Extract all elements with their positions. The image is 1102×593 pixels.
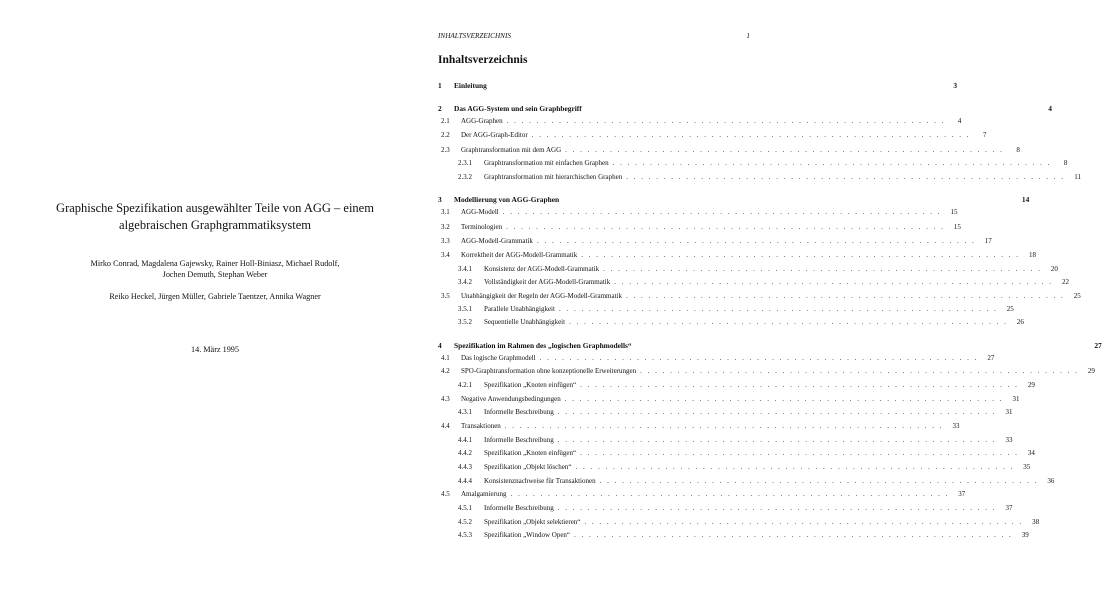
- running-head: [438, 32, 750, 40]
- toc-entry[interactable]: [438, 278, 1069, 287]
- toc-entry-number: 3.3: [441, 237, 450, 245]
- toc-entry-title: Parallele Unabhängigkeit: [484, 305, 555, 313]
- toc-entry-number: 4.4.1: [458, 436, 472, 444]
- toc-entry-page: 25: [1073, 292, 1081, 300]
- toc-entry-page: 22: [1062, 278, 1069, 286]
- toc-entry-title: Das logische Graphmodell: [461, 354, 536, 362]
- toc-entry-page: 7: [982, 131, 987, 139]
- toc-entry[interactable]: [438, 318, 1024, 327]
- toc-dot-leader: . . . . . . . . . . . . . . . . . . . . . . . . . . . . . . . . . . . . . . . . . . . . . . . . . . . . . . . . . . .: [625, 292, 1065, 300]
- toc-dot-leader: . . . . . . . . . . . . . . . . . . . . . . . . . . . . . . . . . . . . . . . . . . . . . . . . . . . . . . . . . . .: [581, 251, 1020, 259]
- toc-dot-leader: . . . . . . . . . . . . . . . . . . . . . . . . . . . . . . . . . . . . . . . . . . . . . . . . . . . . . . . . . . .: [531, 131, 971, 139]
- toc-entry-page: 37: [958, 490, 966, 498]
- toc-dot-leader: . . . . . . . . . . . . . . . . . . . . . . . . . . . . . . . . . . . . . . . . . . . . . . . . . . . . . . . . . . .: [574, 531, 1013, 539]
- toc-entry-number: 4.4.2: [458, 449, 472, 457]
- toc-entry[interactable]: [438, 449, 1035, 458]
- toc-entry-page: 8: [1016, 146, 1020, 154]
- toc-dot-leader: . . . . . . . . . . . . . . . . . . . . . . . . . . . . . . . . . . . . . . . . . . . . . . . . . . . . . . . . . . .: [510, 490, 950, 498]
- toc-entry[interactable]: [438, 131, 987, 140]
- toc-entry-title: Informelle Beschreibung: [484, 408, 554, 416]
- toc-entry-number: 4.5.1: [458, 504, 472, 512]
- toc-entry-number: 3: [438, 195, 442, 204]
- toc-entry-number: 3.1: [441, 208, 450, 216]
- toc-entry-page: 29: [1027, 381, 1035, 389]
- toc-entry-title: Spezifikation „Knoten einfügen“: [484, 449, 577, 457]
- toc-entry-number: 3.4: [441, 251, 450, 259]
- toc-entry-page: 4: [957, 117, 962, 125]
- authors-line-3: Reiko Heckel, Jürgen Müller, Gabriele Taentzer, Annika Wagner: [109, 292, 321, 301]
- toc-entry-title: AGG-Modell-Grammatik: [461, 237, 533, 245]
- toc-entry[interactable]: [438, 292, 1081, 301]
- toc-dot-leader: . . . . . . . . . . . . . . . . . . . . . . . . . . . . . . . . . . . . . . . . . . . . . . . . . . . . . . . . . . .: [569, 318, 1008, 326]
- authors-line-2: Jochen Demuth, Stephan Weber: [162, 270, 268, 279]
- toc-entry-number: 4.3: [441, 395, 450, 403]
- toc-entry-page: 18: [1029, 251, 1036, 259]
- toc-entry-title: Der AGG-Graph-Editor: [461, 131, 528, 139]
- toc-entry-number: 3.2: [441, 223, 450, 231]
- toc-entry-page: 15: [953, 223, 961, 231]
- toc-entry-title: Spezifikation „Window Open“: [484, 531, 571, 539]
- toc-entry-title: Graphtransformation mit dem AGG: [461, 146, 562, 154]
- toc-entry-page: 38: [1032, 518, 1040, 526]
- toc-entry-title: Terminologien: [461, 223, 503, 231]
- toc-entry-page: 3: [953, 81, 958, 90]
- toc-entry[interactable]: [438, 408, 1013, 417]
- toc-entry-number: 3.5.1: [458, 305, 472, 313]
- toc-entry[interactable]: [438, 104, 1052, 113]
- toc-entry[interactable]: [438, 422, 960, 431]
- toc-entry-title: Vollständigkeit der AGG-Modell-Grammatik: [484, 278, 611, 286]
- toc-dot-leader: . . . . . . . . . . . . . . . . . . . . . . . . . . . . . . . . . . . . . . . . . . . . . . . . . . . . . . . . . . .: [565, 146, 1004, 154]
- document-title: [50, 200, 380, 234]
- toc-dot-leader: . . . . . . . . . . . . . . . . . . . . . . . . . . . . . . . . . . . . . . . . . . . . . . . . . . . . . . . . . . .: [506, 223, 945, 231]
- toc-entry-number: 4.2: [441, 367, 450, 375]
- document-date: 14. März 1995: [191, 345, 239, 354]
- toc-entry-number: 2.2: [441, 131, 450, 139]
- toc-entry-number: 4.3.1: [458, 408, 472, 416]
- toc-entry-page: 26: [1016, 318, 1024, 326]
- toc-entry-title: SPO-Graphtransformation ohne konzeptionelle Erweiterungen: [461, 367, 637, 375]
- toc-entry[interactable]: [438, 367, 1095, 376]
- toc-entry[interactable]: [438, 223, 961, 232]
- toc-entry-number: 4.1: [441, 354, 450, 362]
- toc-entry-title: Spezifikation „Objekt selektieren“: [484, 518, 581, 526]
- toc-entry-page: 17: [984, 237, 992, 245]
- toc-entry-title: AGG-Graphen: [461, 117, 503, 125]
- toc-entry-title: Korrektheit der AGG-Modell-Grammatik: [461, 251, 578, 259]
- toc-entry[interactable]: [438, 341, 1102, 350]
- toc-entry-number: 3.5.2: [458, 318, 472, 326]
- toc-entry-number: 1: [438, 81, 442, 90]
- toc-entry[interactable]: [438, 173, 1081, 182]
- toc-entry-title: Spezifikation „Knoten einfügen“: [484, 381, 577, 389]
- toc-entry-page: 14: [1021, 195, 1030, 204]
- toc-entry[interactable]: [438, 463, 1031, 472]
- toc-entry-number: 2.1: [441, 117, 450, 125]
- toc-entry-number: 2.3: [441, 146, 450, 154]
- toc-dot-leader: . . . . . . . . . . . . . . . . . . . . . . . . . . . . . . . . . . . . . . . . . . . . . . . . . . . . . . . . . . .: [564, 395, 1004, 403]
- toc-entry[interactable]: [438, 305, 1014, 314]
- authors-line-1: Mirko Conrad, Magdalena Gajewsky, Rainer Holl-Biniasz, Michael Rudolf,: [90, 259, 340, 268]
- toc-entry-number: 3.4.2: [458, 278, 472, 286]
- toc-entry-title: Konsistenznachweise für Transaktionen: [484, 477, 596, 485]
- toc-entry-number: 2.3.1: [458, 159, 472, 167]
- toc-entry-title: Amalgamierung: [461, 490, 507, 498]
- toc-entry-page: 31: [1012, 395, 1020, 403]
- toc-entry[interactable]: [438, 354, 995, 363]
- toc-entry[interactable]: [438, 195, 1030, 204]
- toc-dot-leader: . . . . . . . . . . . . . . . . . . . . . . . . . . . . . . . . . . . . . . . . . . . . . . . . . . . . . . . . . . .: [599, 477, 1039, 485]
- toc-entry-page: 35: [1023, 463, 1031, 471]
- toc-entry-page: 15: [950, 208, 958, 216]
- toc-entry-page: 8: [1063, 159, 1068, 167]
- toc-entry-page: 25: [1006, 305, 1014, 313]
- toc-entry-page: 36: [1047, 477, 1055, 485]
- toc-dot-leader: . . . . . . . . . . . . . . . . . . . . . . . . . . . . . . . . . . . . . . . . . . . . . . . . . . . . . . . . . . .: [614, 278, 1053, 286]
- toc-entry-page: 33: [1005, 436, 1013, 444]
- toc-entry-title: Unabhängigkeit der Regeln der AGG-Modell-Grammatik: [461, 292, 622, 300]
- running-head-page: 1: [746, 32, 750, 40]
- toc-heading: Inhaltsverzeichnis: [438, 54, 528, 66]
- toc-dot-leader: . . . . . . . . . . . . . . . . . . . . . . . . . . . . . . . . . . . . . . . . . . . . . . . . . . . . . . . . . . .: [557, 436, 997, 444]
- toc-page: [384, 0, 1102, 593]
- toc-entry-title: Graphtransformation mit hierarchischen Graphen: [484, 173, 623, 181]
- toc-entry-number: 4.5.3: [458, 531, 472, 539]
- toc-dot-leader: . . . . . . . . . . . . . . . . . . . . . . . . . . . . . . . . . . . . . . . . . . . . . . . . . . . . . . . . . . .: [506, 117, 946, 125]
- running-head-title: INHALTSVERZEICHNIS: [438, 32, 511, 40]
- toc-dot-leader: . . . . . . . . . . . . . . . . . . . . . . . . . . . . . . . . . . . . . . . . . . . . . . . . . . . . . . . . . . .: [558, 305, 998, 313]
- toc-entry-page: 39: [1021, 531, 1029, 539]
- title-line-2: algebraischen Graphgrammatiksystem: [119, 218, 311, 232]
- toc-dot-leader: . . . . . . . . . . . . . . . . . . . . . . . . . . . . . . . . . . . . . . . . . . . . . . . . . . . . . . . . . . .: [612, 159, 1052, 167]
- author-list: [50, 258, 380, 302]
- toc-entry-page: 34: [1027, 449, 1035, 457]
- toc-entry-page: 27: [1094, 341, 1102, 350]
- toc-entry-number: 4.4: [441, 422, 450, 430]
- toc-entry-number: 4.5: [441, 490, 450, 498]
- title-line-1: Graphische Spezifikation ausgewählter Teile von AGG – einem: [56, 201, 374, 215]
- toc-entry-title: Modellierung von AGG-Graphen: [454, 195, 560, 204]
- toc-entry[interactable]: [438, 477, 1055, 486]
- toc-entry[interactable]: [438, 436, 1013, 445]
- toc-entry-number: 4.4.3: [458, 463, 472, 471]
- toc-entry-page: 20: [1050, 265, 1058, 273]
- toc-entry-title: Konsistenz der AGG-Modell-Grammatik: [484, 265, 600, 273]
- toc-entry-number: 2.3.2: [458, 173, 472, 181]
- toc-entry-title: Sequentielle Unabhängigkeit: [484, 318, 566, 326]
- toc-dot-leader: . . . . . . . . . . . . . . . . . . . . . . . . . . . . . . . . . . . . . . . . . . . . . . . . . . . . . . . . . . .: [539, 354, 979, 362]
- toc-entry-page: 33: [952, 422, 960, 430]
- toc-entry-number: 4: [438, 341, 442, 350]
- toc-entry[interactable]: [438, 251, 1036, 260]
- toc-entry-title: Spezifikation „Objekt löschen“: [484, 463, 572, 471]
- title-page: [0, 0, 384, 593]
- toc-entry-page: 4: [1048, 104, 1052, 113]
- toc-entry-title: Spezifikation im Rahmen des „logischen Graphmodells“: [454, 341, 632, 350]
- toc-entry[interactable]: [438, 117, 962, 126]
- toc-entry[interactable]: [438, 381, 1035, 390]
- toc-dot-leader: . . . . . . . . . . . . . . . . . . . . . . . . . . . . . . . . . . . . . . . . . . . . . . . . . . . . . . . . . . .: [626, 173, 1065, 181]
- toc-entry-page: 27: [987, 354, 995, 362]
- toc-dot-leader: . . . . . . . . . . . . . . . . . . . . . . . . . . . . . . . . . . . . . . . . . . . . . . . . . . . . . . . . . . .: [584, 518, 1024, 526]
- toc-entry-page: 29: [1087, 367, 1095, 375]
- toc-entry[interactable]: [438, 237, 992, 246]
- toc-entry-page: 31: [1005, 408, 1013, 416]
- toc-entry-number: 4.5.2: [458, 518, 472, 526]
- toc-entry-number: 3.4.1: [458, 265, 472, 273]
- toc-entry-page: 37: [1005, 504, 1013, 512]
- toc-entry[interactable]: [438, 265, 1058, 274]
- toc-entry[interactable]: [438, 395, 1020, 404]
- toc-entry-number: 4.4.4: [458, 477, 472, 485]
- toc-entry-title: Graphtransformation mit einfachen Graphen: [484, 159, 609, 167]
- toc-dot-leader: . . . . . . . . . . . . . . . . . . . . . . . . . . . . . . . . . . . . . . . . . . . . . . . . . . . . . . . . . . .: [580, 381, 1019, 389]
- toc-entry[interactable]: [438, 531, 1029, 540]
- toc-entry-title: AGG-Modell: [461, 208, 499, 216]
- toc-entry-page: 11: [1074, 173, 1081, 181]
- toc-entry[interactable]: [438, 490, 966, 499]
- toc-entry[interactable]: [438, 504, 1013, 513]
- toc-entry[interactable]: [438, 146, 1020, 155]
- toc-entry[interactable]: [438, 159, 1068, 168]
- toc-dot-leader: . . . . . . . . . . . . . . . . . . . . . . . . . . . . . . . . . . . . . . . . . . . . . . . . . . . . . . . . . . .: [504, 422, 944, 430]
- toc-entry[interactable]: [438, 518, 1040, 527]
- toc-entry-number: 2: [438, 104, 442, 113]
- toc-dot-leader: . . . . . . . . . . . . . . . . . . . . . . . . . . . . . . . . . . . . . . . . . . . . . . . . . . . . . . . . . . .: [536, 237, 976, 245]
- toc-dot-leader: . . . . . . . . . . . . . . . . . . . . . . . . . . . . . . . . . . . . . . . . . . . . . . . . . . . . . . . . . . .: [557, 408, 997, 416]
- toc-dot-leader: . . . . . . . . . . . . . . . . . . . . . . . . . . . . . . . . . . . . . . . . . . . . . . . . . . . . . . . . . . .: [580, 449, 1019, 457]
- toc-entry[interactable]: [438, 81, 958, 90]
- toc-entry-number: 3.5: [441, 292, 450, 300]
- toc-entry-title: Einleitung: [454, 81, 487, 90]
- toc-entry-title: Das AGG-System und sein Graphbegriff: [454, 104, 582, 113]
- toc-dot-leader: . . . . . . . . . . . . . . . . . . . . . . . . . . . . . . . . . . . . . . . . . . . . . . . . . . . . . . . . . . .: [557, 504, 997, 512]
- toc-dot-leader: . . . . . . . . . . . . . . . . . . . . . . . . . . . . . . . . . . . . . . . . . . . . . . . . . . . . . . . . . . .: [603, 265, 1042, 273]
- toc-entry-title: Informelle Beschreibung: [484, 504, 554, 512]
- toc-dot-leader: . . . . . . . . . . . . . . . . . . . . . . . . . . . . . . . . . . . . . . . . . . . . . . . . . . . . . . . . . . .: [640, 367, 1079, 375]
- toc-entry-number: 4.2.1: [458, 381, 472, 389]
- toc-entry-title: Transaktionen: [461, 422, 501, 430]
- toc-entry-title: Negative Anwendungsbedingungen: [461, 395, 561, 403]
- toc-entry-title: Informelle Beschreibung: [484, 436, 554, 444]
- toc-dot-leader: . . . . . . . . . . . . . . . . . . . . . . . . . . . . . . . . . . . . . . . . . . . . . . . . . . . . . . . . . . .: [502, 208, 942, 216]
- toc-dot-leader: . . . . . . . . . . . . . . . . . . . . . . . . . . . . . . . . . . . . . . . . . . . . . . . . . . . . . . . . . . .: [575, 463, 1015, 471]
- toc-entry[interactable]: [438, 208, 958, 217]
